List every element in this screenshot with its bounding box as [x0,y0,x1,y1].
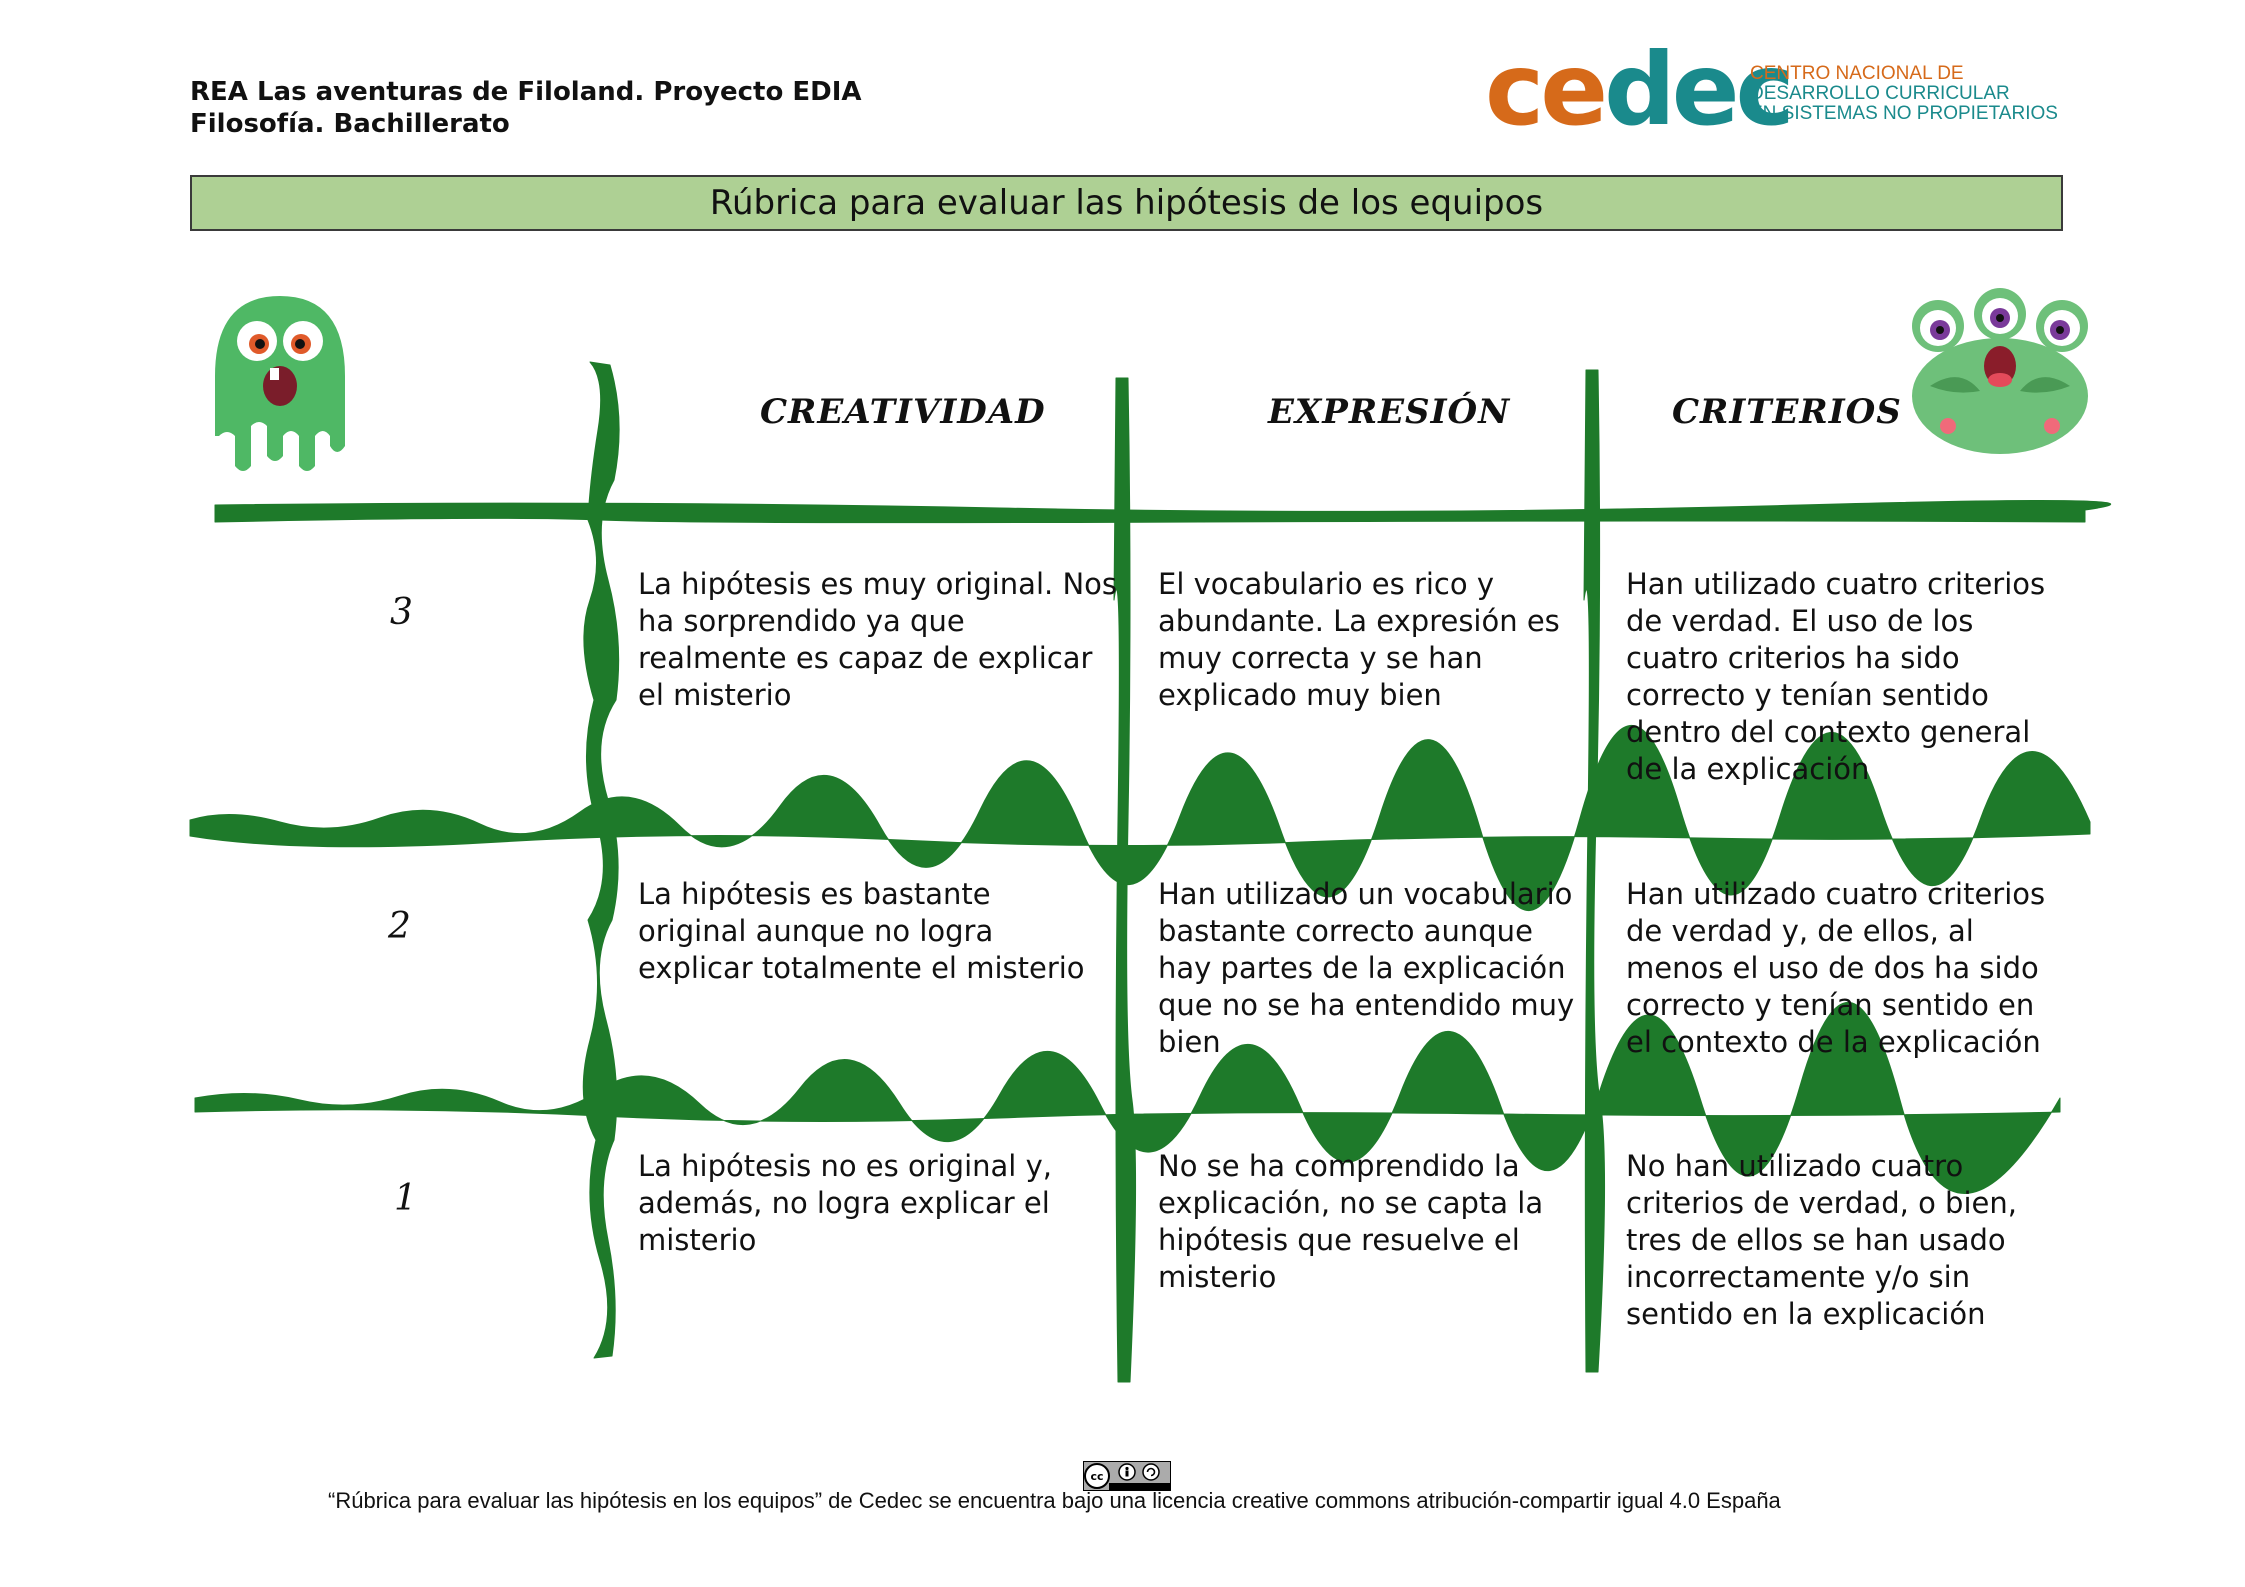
logo-sub-line3: EN SISTEMAS NO PROPIETARIOS [1750,103,2058,124]
cell-1-expresion: No se ha comprendido la explicación, no se capta la hipótesis que resuelve el misterio [1158,1149,1544,1294]
cell-3-expresion: El vocabulario es rico y abundante. La expresión es muy correcta y se han explicado muy bien [1158,567,1560,712]
column-header-criterios: CRITERIOS [1672,392,1902,432]
cell-3-creatividad: La hipótesis es muy original. Nos ha sorprendido ya que realmente es capaz de explicar el misterio [638,567,1117,712]
logo-sub-line1: CENTRO NACIONAL DE [1750,63,1964,84]
cell-2-criterios: Han utilizado cuatro criterios de verdad y, de ellos, al menos el uso de dos ha sido correcto y tenían sentido en el contexto de la explicación [1626,877,2046,1059]
logo-word-ce: ce [1485,31,1605,148]
row-score-1: 1 [394,1178,417,1219]
header-subject: Filosofía. Bachillerato [190,109,510,139]
column-header-creatividad: CREATIVIDAD [760,392,1046,432]
cell-3-criterios: Han utilizado cuatro criterios de verdad. El uso de los cuatro criterios ha sido correcto y tenían sentido dentro del contexto general de la explicación [1626,567,2046,786]
logo-sub-line2: DESARROLLO CURRICULAR [1750,83,2010,104]
svg-text:cc: cc [1090,1470,1104,1483]
cell-2-creatividad: La hipótesis es bastante original aunque no logra explicar totalmente el misterio [638,877,1085,985]
cc-by-sa-icon[interactable] [1083,1461,1171,1491]
logo-word-dec: dec [1604,31,1791,148]
grid-line-header [215,501,2111,523]
header-project-title: REA Las aventuras de Filoland. Proyecto EDIA [190,77,862,107]
green-ghost-monster-icon [205,286,355,476]
column-header-expresion: EXPRESIÓN [1268,392,1511,432]
row-score-2: 2 [388,906,411,947]
three-eyed-frog-monster-icon [1910,286,2090,456]
cell-1-criterios: No han utilizado cuatro criterios de verdad, o bien, tres de ellos se han usado incorrectamente y/o sin sentido en la explicación [1626,1149,2017,1331]
cell-2-expresion: Han utilizado un vocabulario bastante correcto aunque hay partes de la explicación que no se ha entendido muy bien [1158,877,1575,1059]
rubric-title: Rúbrica para evaluar las hipótesis de los equipos [709,183,1544,223]
row-score-3: 3 [390,592,413,633]
license-footer: “Rúbrica para evaluar las hipótesis en los equipos” de Cedec se encuentra bajo una licencia creative commons atribución-compartir igual 4.0 España [328,1488,1781,1513]
cell-1-creatividad: La hipótesis no es original y, además, no logra explicar el misterio [638,1149,1052,1257]
